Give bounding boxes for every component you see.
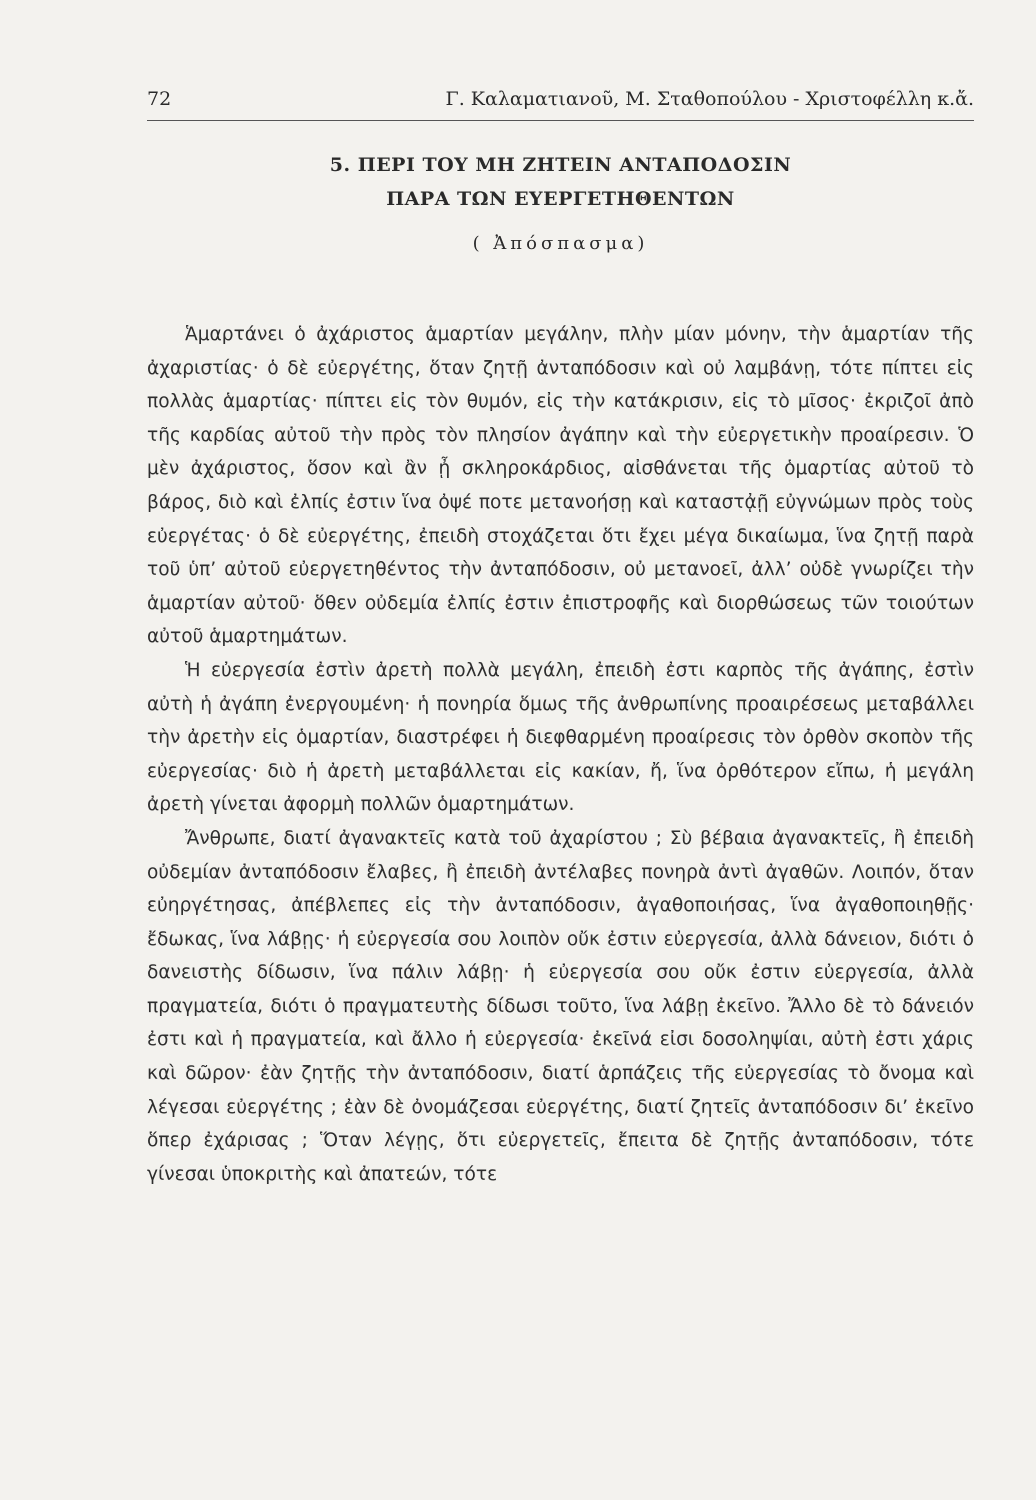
- chapter-title-line-1: 5. ΠΕΡΙ ΤΟΥ ΜΗ ΖΗΤΕΙΝ ΑΝΤΑΠΟΔΟΣΙΝ: [329, 154, 792, 176]
- chapter-subtitle: ( Ἀπόσπασμα): [472, 233, 649, 254]
- body-text: [147, 318, 974, 1191]
- paragraph-2: Ἡ εὐεργεσία ἐστὶν ἀρετὴ πολλὰ μεγάλη, ἐπειδὴ ἐστι καρπὸς τῆς ἀγάπης, ἐστὶν αὐτὴ ἡ ἀγάπη ἐνεργουμένη· ἡ πονηρία ὅμως τῆς ἀνθρωπίνης προαιρέσεως μεταβάλλει τὴν ἀρετὴν εἰς ὁμαρτίαν, διαστρέφει ἡ διεφθαρμένη προαίρεσις τὸν ὀρθὸν σκοπὸν τῆς εὐεργεσίας· διὸ ἡ ἀρετὴ μεταβάλλεται εἰς κακίαν, ἤ, ἵνα ὀρθότερον εἴπω, ἡ μεγάλη ἀρετὴ γίνεται ἀφορμὴ πολλῶν ὁμαρτημάτων.: [147, 659, 974, 816]
- chapter-title-line-2: ΠΑΡΑ ΤΩΝ ΕΥΕΡΓΕΤΗΘΕΝΤΩΝ: [386, 188, 735, 210]
- running-head-authors: Γ. Καλαματιανοῦ, Μ. Σταθοπούλου - Χριστοφέλλη κ.ἄ.: [445, 88, 974, 110]
- running-head: [147, 84, 974, 114]
- header-rule: [147, 120, 974, 121]
- paragraph-3: Ἄνθρωπε, διατί ἀγανακτεῖς κατὰ τοῦ ἀχαρίστου ; Σὺ βέβαια ἀγανακτεῖς, ἢ ἐπειδὴ οὐδεμίαν ἀνταπόδοσιν ἔλαβες, ἢ ἐπειδὴ ἀντέλαβες πονηρὰ ἀντὶ ἀγαθῶν. Λοιπόν, ὅταν εὐηργέτησας, ἀπέβλεπες εἰς τὴν ἀνταπόδοσιν, ἀγαθοποιήσας, ἵνα ἀγαθοποιηθῇς· ἔδωκας, ἵνα λάβῃς· ἡ εὐεργεσία σου λοιπὸν οὔκ ἐστιν εὐεργεσία, ἀλλὰ δάνειον, διότι ὁ δανειστὴς δίδωσιν, ἵνα πάλιν λάβῃ· ἡ εὐεργεσία σου οὔκ ἐστιν εὐεργεσία, ἀλλὰ πραγματεία, διότι ὁ πραγματευτὴς δίδωσι τοῦτο, ἵνα λάβῃ ἐκεῖνο. Ἄλλο δὲ τὸ δάνειόν ἐστι καὶ ἡ πραγματεία, καὶ ἄλλο ἡ εὐεργεσία· ἐκεῖνά εἰσι δοσοληψίαι, αὐτὴ ἐστι χάρις καὶ δῶρον· ἐὰν ζητῇς τὴν ἀνταπόδοσιν, διατί ἁρπάζεις τῆς εὐεργεσίας τὸ ὄνομα καὶ λέγεσαι εὐεργέτης ; ἐὰν δὲ ὀνομάζεσαι εὐεργέτης, διατί ζητεῖς ἀνταπόδοσιν δι’ ἐκεῖνο ὅπερ ἐχάρισας ; Ὅταν λέγῃς, ὅτι εὐεργετεῖς, ἔπειτα δὲ ζητῇς ἀνταπόδοσιν, τότε γίνεσαι ὑποκριτὴς καὶ ἀπατεών, τότε: [147, 827, 974, 1185]
- page-number: 72: [147, 88, 172, 110]
- paragraph-1: Ἁμαρτάνει ὁ ἀχάριστος ἁμαρτίαν μεγάλην, πλὴν μίαν μόνην, τὴν ἁμαρτίαν τῆς ἀχαριστίας· ὁ δὲ εὐεργέτης, ὅταν ζητῇ ἀνταπόδοσιν καὶ οὐ λαμβάνῃ, τότε πίπτει εἰς πολλὰς ἁμαρτίας· πίπτει εἰς τὸν θυμόν, εἰς τὴν κατάκρισιν, εἰς τὸ μῖσος· ἐκριζοῖ ἀπὸ τῆς καρδίας αὐτοῦ τὴν πρὸς τὸν πλησίον ἀγάπην καὶ τὴν εὐεργετικὴν προαίρεσιν. Ὁ μὲν ἀχάριστος, ὅσον καὶ ἂν ᾖ σκληροκάρδιος, αἰσθάνεται τῆς ὁμαρτίας αὐτοῦ τὸ βάρος, διὸ καὶ ἐλπίς ἐστιν ἵνα ὀψέ ποτε μετανοήσῃ καὶ καταστᾀῇ εὐγνώμων πρὸς τοὺς εὐεργέτας· ὁ δὲ εὐεργέτης, ἐπειδὴ στοχάζεται ὅτι ἔχει μέγα δικαίωμα, ἵνα ζητῇ παρὰ τοῦ ὑπ’ αὐτοῦ εὐεργετηθέντος τὴν ἀνταπόδοσιν, οὐ μετανοεῖ, ἀλλ’ οὐδὲ γνωρίζει τὴν ἁμαρτίαν αὐτοῦ· ὅθεν οὐδεμία ἐλπίς ἐστιν ἐπιστροφῆς καὶ διορθώσεως τῶν τοιούτων αὐτοῦ ἁμαρτημάτων.: [147, 324, 974, 648]
- chapter-heading: [147, 148, 974, 258]
